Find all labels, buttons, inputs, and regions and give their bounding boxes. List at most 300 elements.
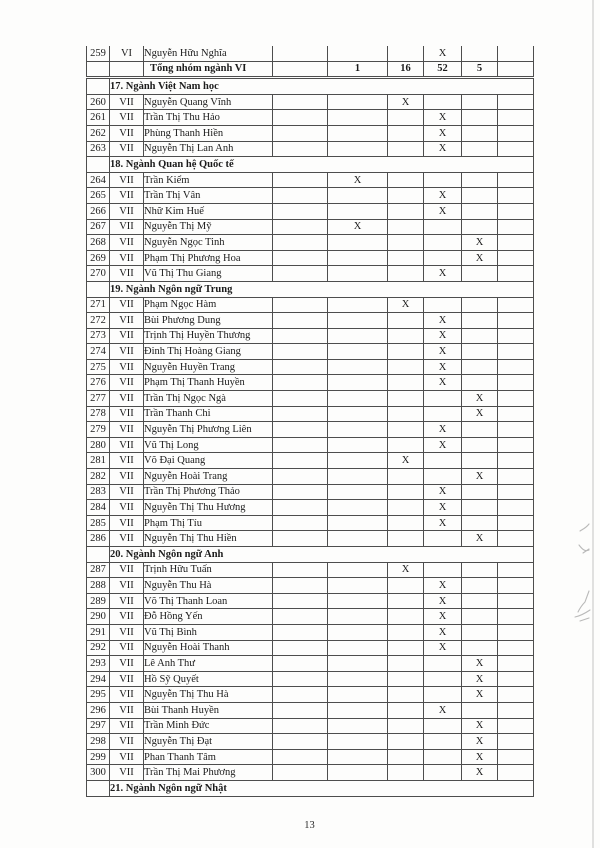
mark-cell (273, 94, 328, 110)
table-row (87, 640, 534, 656)
mark-cell (328, 235, 388, 251)
section-row (87, 780, 534, 796)
grade-cell: VII (110, 469, 144, 485)
mark-cell (462, 344, 498, 360)
mark-cell (273, 313, 328, 329)
row-number: 267 (87, 219, 110, 235)
mark-cell (462, 609, 498, 625)
grade-cell: VII (110, 749, 144, 765)
row-number: 271 (87, 297, 110, 313)
section-row-spacer (87, 547, 110, 563)
grade-cell: VII (110, 562, 144, 578)
mark-cell (328, 515, 388, 531)
row-number: 285 (87, 515, 110, 531)
mark-cell (388, 328, 424, 344)
row-number: 261 (87, 110, 110, 126)
mark-cell (388, 437, 424, 453)
name-cell: Phan Thanh Tâm (144, 749, 273, 765)
row-number: 290 (87, 609, 110, 625)
mark-cell: X (462, 749, 498, 765)
page-number: 13 (304, 820, 315, 831)
grade-cell: VII (110, 609, 144, 625)
total-value-cell: 16 (388, 61, 424, 78)
mark-cell (273, 484, 328, 500)
mark-cell (273, 172, 328, 188)
name-cell: Phạm Thị Thanh Huyền (144, 375, 273, 391)
mark-cell (273, 656, 328, 672)
mark-cell (462, 453, 498, 469)
mark-cell (462, 562, 498, 578)
table-row (87, 422, 534, 438)
table-row (87, 484, 534, 500)
mark-cell (388, 313, 424, 329)
name-cell: Phạm Thị Phương Hoa (144, 250, 273, 266)
name-cell: Trần Minh Đức (144, 718, 273, 734)
grade-cell: VII (110, 578, 144, 594)
row-number: 288 (87, 578, 110, 594)
mark-cell (498, 656, 534, 672)
mark-cell (273, 749, 328, 765)
name-cell: Trần Thị Mai Phương (144, 765, 273, 781)
name-cell: Nguyễn Thị Phương Liên (144, 422, 273, 438)
mark-cell (424, 235, 462, 251)
mark-cell (462, 125, 498, 141)
row-number: 289 (87, 593, 110, 609)
mark-cell (328, 500, 388, 516)
table-row (87, 453, 534, 469)
mark-cell (328, 391, 388, 407)
mark-cell (424, 734, 462, 750)
mark-cell (328, 702, 388, 718)
table-row (87, 469, 534, 485)
mark-cell: X (424, 266, 462, 282)
row-number: 293 (87, 656, 110, 672)
table-row (87, 110, 534, 126)
table-row (87, 188, 534, 204)
mark-cell: X (424, 484, 462, 500)
mark-cell (462, 437, 498, 453)
mark-cell (273, 344, 328, 360)
roster-table-body (87, 46, 534, 796)
name-cell: Nguyễn Thị Thu Hương (144, 500, 273, 516)
mark-cell (328, 344, 388, 360)
section-row-spacer (87, 780, 110, 796)
row-number: 279 (87, 422, 110, 438)
mark-cell (273, 469, 328, 485)
mark-cell (273, 219, 328, 235)
name-cell: Võ Đại Quang (144, 453, 273, 469)
mark-cell: X (462, 469, 498, 485)
mark-cell: X (424, 375, 462, 391)
mark-cell: X (424, 46, 462, 61)
mark-cell (462, 266, 498, 282)
mark-cell (328, 749, 388, 765)
mark-cell (273, 624, 328, 640)
table-row (87, 609, 534, 625)
mark-cell (462, 578, 498, 594)
name-cell: Nguyễn Thị Lan Anh (144, 141, 273, 157)
total-value-cell: 52 (424, 61, 462, 78)
mark-cell (462, 328, 498, 344)
mark-cell (388, 46, 424, 61)
grade-cell: VII (110, 406, 144, 422)
row-number: 259 (87, 46, 110, 61)
mark-cell (424, 671, 462, 687)
name-cell: Trần Thị Thu Hảo (144, 110, 273, 126)
mark-cell: X (424, 640, 462, 656)
name-cell: Võ Thị Thanh Loan (144, 593, 273, 609)
name-cell: Trần Thanh Chi (144, 406, 273, 422)
mark-cell (498, 313, 534, 329)
mark-cell (424, 718, 462, 734)
mark-cell (328, 562, 388, 578)
page-edge-line (592, 0, 594, 848)
mark-cell (462, 593, 498, 609)
mark-cell (273, 453, 328, 469)
table-row (87, 219, 534, 235)
mark-cell (498, 250, 534, 266)
mark-cell (328, 640, 388, 656)
mark-cell: X (424, 188, 462, 204)
row-number: 298 (87, 734, 110, 750)
row-number: 270 (87, 266, 110, 282)
mark-cell (462, 375, 498, 391)
mark-cell (328, 266, 388, 282)
mark-cell (388, 141, 424, 157)
mark-cell (328, 593, 388, 609)
table-row (87, 734, 534, 750)
grade-cell: VII (110, 172, 144, 188)
row-number: 268 (87, 235, 110, 251)
mark-cell: X (328, 219, 388, 235)
mark-cell (424, 749, 462, 765)
table-row (87, 235, 534, 251)
mark-cell (388, 671, 424, 687)
section-label: 20. Ngành Ngôn ngữ Anh (110, 547, 534, 563)
grade-cell: VII (110, 718, 144, 734)
mark-cell (462, 110, 498, 126)
mark-cell (273, 734, 328, 750)
mark-cell (273, 203, 328, 219)
table-row (87, 578, 534, 594)
name-cell: Lê Anh Thư (144, 656, 273, 672)
mark-cell (462, 313, 498, 329)
mark-cell: X (462, 671, 498, 687)
grade-cell: VII (110, 422, 144, 438)
name-cell: Trần Thị Vân (144, 188, 273, 204)
name-cell: Nguyễn Thu Hà (144, 578, 273, 594)
name-cell: Hồ Sỹ Quyết (144, 671, 273, 687)
mark-cell (424, 406, 462, 422)
mark-cell (498, 562, 534, 578)
table-row (87, 46, 534, 61)
row-number: 260 (87, 94, 110, 110)
grade-cell: VII (110, 344, 144, 360)
mark-cell (424, 453, 462, 469)
name-cell: Trần Thị Ngọc Ngà (144, 391, 273, 407)
mark-cell (388, 422, 424, 438)
mark-cell (498, 484, 534, 500)
row-number: 282 (87, 469, 110, 485)
mark-cell (328, 531, 388, 547)
mark-cell (388, 609, 424, 625)
name-cell: Nguyễn Ngọc Tinh (144, 235, 273, 251)
grade-cell: VII (110, 453, 144, 469)
mark-cell (498, 453, 534, 469)
grade-cell: VII (110, 94, 144, 110)
mark-cell (424, 219, 462, 235)
mark-cell (498, 624, 534, 640)
mark-cell (273, 702, 328, 718)
name-cell: Phạm Ngọc Hàm (144, 297, 273, 313)
mark-cell (498, 609, 534, 625)
mark-cell (328, 188, 388, 204)
mark-cell (498, 46, 534, 61)
table-row (87, 500, 534, 516)
mark-cell (328, 484, 388, 500)
mark-cell (498, 671, 534, 687)
mark-cell (388, 469, 424, 485)
mark-cell (498, 375, 534, 391)
row-number: 292 (87, 640, 110, 656)
mark-cell (273, 141, 328, 157)
mark-cell (273, 406, 328, 422)
mark-cell (388, 266, 424, 282)
mark-cell (424, 250, 462, 266)
mark-cell (273, 125, 328, 141)
mark-cell (273, 188, 328, 204)
name-cell: Nguyễn Thị Thu Hà (144, 687, 273, 703)
name-cell: Nguyễn Hoài Thanh (144, 640, 273, 656)
mark-cell (328, 453, 388, 469)
total-label: Tổng nhóm ngành VI (144, 61, 273, 78)
mark-cell (328, 375, 388, 391)
mark-cell (273, 640, 328, 656)
mark-cell: X (424, 422, 462, 438)
mark-cell (462, 624, 498, 640)
mark-cell (462, 422, 498, 438)
total-value-cell: 1 (328, 61, 388, 78)
mark-cell (462, 188, 498, 204)
grade-cell: VII (110, 531, 144, 547)
grade-cell: VII (110, 110, 144, 126)
name-cell: Vũ Thị Long (144, 437, 273, 453)
name-cell: Phạm Thị Tíu (144, 515, 273, 531)
section-row (87, 78, 534, 95)
mark-cell: X (424, 500, 462, 516)
mark-cell (498, 110, 534, 126)
row-number: 287 (87, 562, 110, 578)
mark-cell (328, 203, 388, 219)
mark-cell (388, 765, 424, 781)
mark-cell (498, 500, 534, 516)
table-row (87, 749, 534, 765)
name-cell: Nguyễn Thị Mỹ (144, 219, 273, 235)
mark-cell (328, 328, 388, 344)
grade-cell: VII (110, 328, 144, 344)
mark-cell (273, 235, 328, 251)
mark-cell (498, 515, 534, 531)
mark-cell (462, 203, 498, 219)
mark-cell (328, 469, 388, 485)
grade-cell: VII (110, 484, 144, 500)
table-row (87, 297, 534, 313)
mark-cell (388, 718, 424, 734)
row-number: 275 (87, 359, 110, 375)
row-number: 284 (87, 500, 110, 516)
mark-cell: X (462, 235, 498, 251)
mark-cell (498, 734, 534, 750)
mark-cell (462, 219, 498, 235)
row-number: 272 (87, 313, 110, 329)
grade-cell: VII (110, 219, 144, 235)
mark-cell (388, 203, 424, 219)
grade-cell: VII (110, 640, 144, 656)
mark-cell (273, 297, 328, 313)
mark-cell (273, 671, 328, 687)
name-cell: Nhữ Kim Huế (144, 203, 273, 219)
table-row (87, 671, 534, 687)
mark-cell (388, 734, 424, 750)
mark-cell (462, 94, 498, 110)
mark-cell (273, 609, 328, 625)
table-row (87, 562, 534, 578)
total-value-cell (498, 61, 534, 78)
mark-cell: X (424, 359, 462, 375)
grade-cell: VII (110, 593, 144, 609)
mark-cell (388, 702, 424, 718)
mark-cell (424, 531, 462, 547)
mark-cell: X (424, 593, 462, 609)
mark-cell: X (424, 125, 462, 141)
mark-cell (388, 344, 424, 360)
mark-cell (388, 391, 424, 407)
mark-cell (328, 313, 388, 329)
table-row (87, 531, 534, 547)
mark-cell (328, 656, 388, 672)
table-row (87, 266, 534, 282)
mark-cell (498, 422, 534, 438)
table-row (87, 624, 534, 640)
mark-cell (273, 687, 328, 703)
mark-cell (498, 406, 534, 422)
row-number: 283 (87, 484, 110, 500)
mark-cell (424, 656, 462, 672)
mark-cell (498, 687, 534, 703)
mark-cell (328, 422, 388, 438)
mark-cell (424, 297, 462, 313)
mark-cell (388, 656, 424, 672)
name-cell: Trịnh Thị Huyền Thương (144, 328, 273, 344)
grade-cell: VII (110, 266, 144, 282)
table-row (87, 656, 534, 672)
table-row (87, 406, 534, 422)
total-row (87, 61, 534, 78)
name-cell: Nguyễn Thị Thu Hiền (144, 531, 273, 547)
table-row (87, 313, 534, 329)
row-number: 263 (87, 141, 110, 157)
mark-cell (328, 359, 388, 375)
mark-cell (273, 359, 328, 375)
mark-cell (328, 141, 388, 157)
name-cell: Bùi Thanh Huyền (144, 702, 273, 718)
name-cell: Trần Kiểm (144, 172, 273, 188)
mark-cell: X (388, 453, 424, 469)
section-row-spacer (87, 281, 110, 297)
mark-cell (328, 671, 388, 687)
mark-cell (498, 219, 534, 235)
mark-cell: X (424, 515, 462, 531)
row-number: 296 (87, 702, 110, 718)
mark-cell (388, 235, 424, 251)
mark-cell (388, 172, 424, 188)
mark-cell (328, 125, 388, 141)
row-number: 277 (87, 391, 110, 407)
mark-cell (462, 297, 498, 313)
name-cell: Trần Thị Phương Thảo (144, 484, 273, 500)
mark-cell (328, 718, 388, 734)
name-cell: Bùi Phương Dung (144, 313, 273, 329)
mark-cell (462, 359, 498, 375)
mark-cell (388, 500, 424, 516)
table-row (87, 702, 534, 718)
mark-cell: X (462, 406, 498, 422)
name-cell: Đỗ Hồng Yến (144, 609, 273, 625)
mark-cell (388, 593, 424, 609)
name-cell: Trịnh Hữu Tuấn (144, 562, 273, 578)
mark-cell (498, 141, 534, 157)
grade-cell: VII (110, 391, 144, 407)
mark-cell (498, 531, 534, 547)
name-cell: Vũ Thị Thu Giang (144, 266, 273, 282)
mark-cell: X (388, 297, 424, 313)
section-row-spacer (87, 78, 110, 95)
mark-cell (462, 46, 498, 61)
name-cell: Đinh Thị Hoàng Giang (144, 344, 273, 360)
mark-cell: X (424, 313, 462, 329)
mark-cell (328, 406, 388, 422)
name-cell: Nguyễn Thị Đạt (144, 734, 273, 750)
table-row (87, 328, 534, 344)
mark-cell: X (424, 578, 462, 594)
mark-cell (388, 687, 424, 703)
mark-cell: X (424, 110, 462, 126)
mark-cell (273, 422, 328, 438)
row-number: 280 (87, 437, 110, 453)
mark-cell: X (424, 203, 462, 219)
name-cell: Vũ Thị Bình (144, 624, 273, 640)
table-row (87, 687, 534, 703)
mark-cell (328, 297, 388, 313)
mark-cell (498, 749, 534, 765)
row-number: 281 (87, 453, 110, 469)
grade-cell: VII (110, 671, 144, 687)
table-row (87, 94, 534, 110)
row-number: 286 (87, 531, 110, 547)
name-cell: Nguyễn Huyền Trang (144, 359, 273, 375)
mark-cell (498, 391, 534, 407)
mark-cell (388, 484, 424, 500)
row-number: 266 (87, 203, 110, 219)
mark-cell (498, 578, 534, 594)
section-label: 18. Ngành Quan hệ Quốc tế (110, 157, 534, 173)
table-row (87, 359, 534, 375)
total-value-cell: 5 (462, 61, 498, 78)
mark-cell (388, 578, 424, 594)
grade-cell: VII (110, 313, 144, 329)
mark-cell (498, 235, 534, 251)
row-number: 269 (87, 250, 110, 266)
